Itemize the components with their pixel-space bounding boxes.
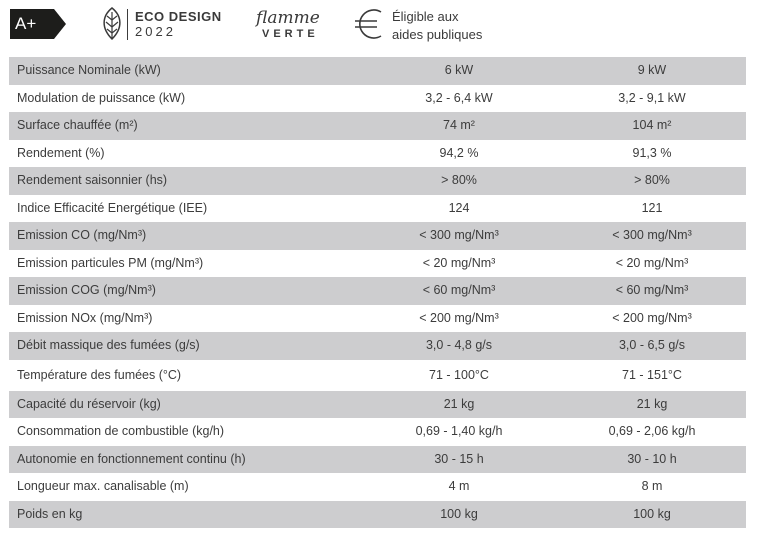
value-model-1: 21 kg xyxy=(443,396,475,411)
aid-line-2: aides publiques xyxy=(392,27,483,42)
table-row xyxy=(9,222,746,250)
table-row xyxy=(9,195,746,223)
energy-class-badge xyxy=(10,9,66,39)
table-row xyxy=(9,250,746,278)
eco-divider xyxy=(127,9,128,40)
value-model-2: > 80% xyxy=(634,173,670,187)
table-row xyxy=(9,85,746,113)
row-label: Autonomie en fonctionnement continu (h) xyxy=(17,451,246,466)
row-label: Emission NOx (mg/Nm³) xyxy=(17,310,153,325)
flamme-verte-logo xyxy=(256,8,326,44)
value-model-2: < 300 mg/Nm³ xyxy=(612,228,692,242)
row-label: Rendement (%) xyxy=(17,145,105,160)
row-label: Poids en kg xyxy=(17,506,83,521)
value-model-1: > 80% xyxy=(441,173,477,187)
value-model-1: < 60 mg/Nm³ xyxy=(422,283,496,297)
table-row xyxy=(9,305,746,333)
table-row xyxy=(9,167,746,195)
value-model-1: 4 m xyxy=(448,479,470,493)
table-row xyxy=(9,332,746,360)
table-row xyxy=(9,112,746,140)
table-row xyxy=(9,277,746,305)
value-model-2: 100 kg xyxy=(633,506,671,521)
table-row xyxy=(9,473,746,501)
value-model-2: 21 kg xyxy=(636,396,668,411)
table-row xyxy=(9,360,746,391)
euro-icon xyxy=(351,6,391,42)
value-model-2: < 20 mg/Nm³ xyxy=(615,255,689,270)
row-label: Capacité du réservoir (kg) xyxy=(17,396,161,411)
row-label: Température des fumées (°C) xyxy=(17,367,182,382)
row-label: Puissance Nominale (kW) xyxy=(17,63,161,77)
row-label: Emission particules PM (mg/Nm³) xyxy=(17,255,204,270)
row-label: Longueur max. canalisable (m) xyxy=(17,479,189,493)
value-model-1: 3,0 - 4,8 g/s xyxy=(425,338,492,352)
row-label: Surface chauffée (m²) xyxy=(17,118,138,132)
row-label: Indice Efficacité Energétique (IEE) xyxy=(17,200,208,215)
eco-design-year: 2022 xyxy=(135,24,176,39)
table-row xyxy=(9,391,746,419)
value-model-1: 30 - 15 h xyxy=(434,451,484,466)
table-row xyxy=(9,140,746,168)
public-aid-label xyxy=(392,8,482,44)
eco-design-title: ECO DESIGN xyxy=(135,9,222,24)
leaf-icon xyxy=(99,6,125,42)
value-model-2: 3,0 - 6,5 g/s xyxy=(618,338,685,352)
value-model-2: 30 - 10 h xyxy=(627,451,677,466)
row-label: Modulation de puissance (kW) xyxy=(17,90,186,105)
value-model-1: 100 kg xyxy=(440,506,478,521)
value-model-1: < 200 mg/Nm³ xyxy=(419,310,499,325)
flamme-verte-text: VERTE xyxy=(262,28,319,40)
table-row xyxy=(9,57,746,85)
row-label: Rendement saisonnier (hs) xyxy=(17,173,168,187)
table-row xyxy=(9,418,746,446)
specifications-table xyxy=(9,57,746,528)
value-model-1: 124 xyxy=(448,200,470,215)
value-model-2: 0,69 - 2,06 kg/h xyxy=(608,424,696,438)
value-model-2: < 200 mg/Nm³ xyxy=(612,310,692,325)
energy-class-label: A+ xyxy=(15,14,37,33)
value-model-2: 104 m² xyxy=(632,118,672,132)
value-model-2: 121 xyxy=(641,200,663,215)
value-model-1: 71 - 100°C xyxy=(429,367,489,382)
value-model-1: 0,69 - 1,40 kg/h xyxy=(415,424,503,438)
table-row xyxy=(9,501,746,529)
row-label: Consommation de combustible (kg/h) xyxy=(17,424,225,438)
flamme-script: flamme xyxy=(256,8,320,28)
value-model-1: 6 kW xyxy=(444,63,474,77)
value-model-2: 9 kW xyxy=(637,63,667,77)
value-model-2: < 60 mg/Nm³ xyxy=(615,283,689,297)
value-model-2: 8 m xyxy=(641,479,663,493)
aid-line-1: Éligible aux xyxy=(392,9,459,24)
row-label: Emission CO (mg/Nm³) xyxy=(17,228,147,242)
row-label: Débit massique des fumées (g/s) xyxy=(17,338,200,352)
value-model-1: 74 m² xyxy=(443,118,475,132)
value-model-2: 91,3 % xyxy=(632,145,672,160)
value-model-1: < 300 mg/Nm³ xyxy=(419,228,499,242)
value-model-1: 3,2 - 6,4 kW xyxy=(425,90,493,105)
certification-header xyxy=(0,0,765,52)
value-model-1: < 20 mg/Nm³ xyxy=(422,255,496,270)
value-model-2: 3,2 - 9,1 kW xyxy=(618,90,686,105)
value-model-1: 94,2 % xyxy=(439,145,479,160)
row-label: Emission COG (mg/Nm³) xyxy=(17,283,156,297)
value-model-2: 71 - 151°C xyxy=(622,367,682,382)
table-row xyxy=(9,446,746,474)
